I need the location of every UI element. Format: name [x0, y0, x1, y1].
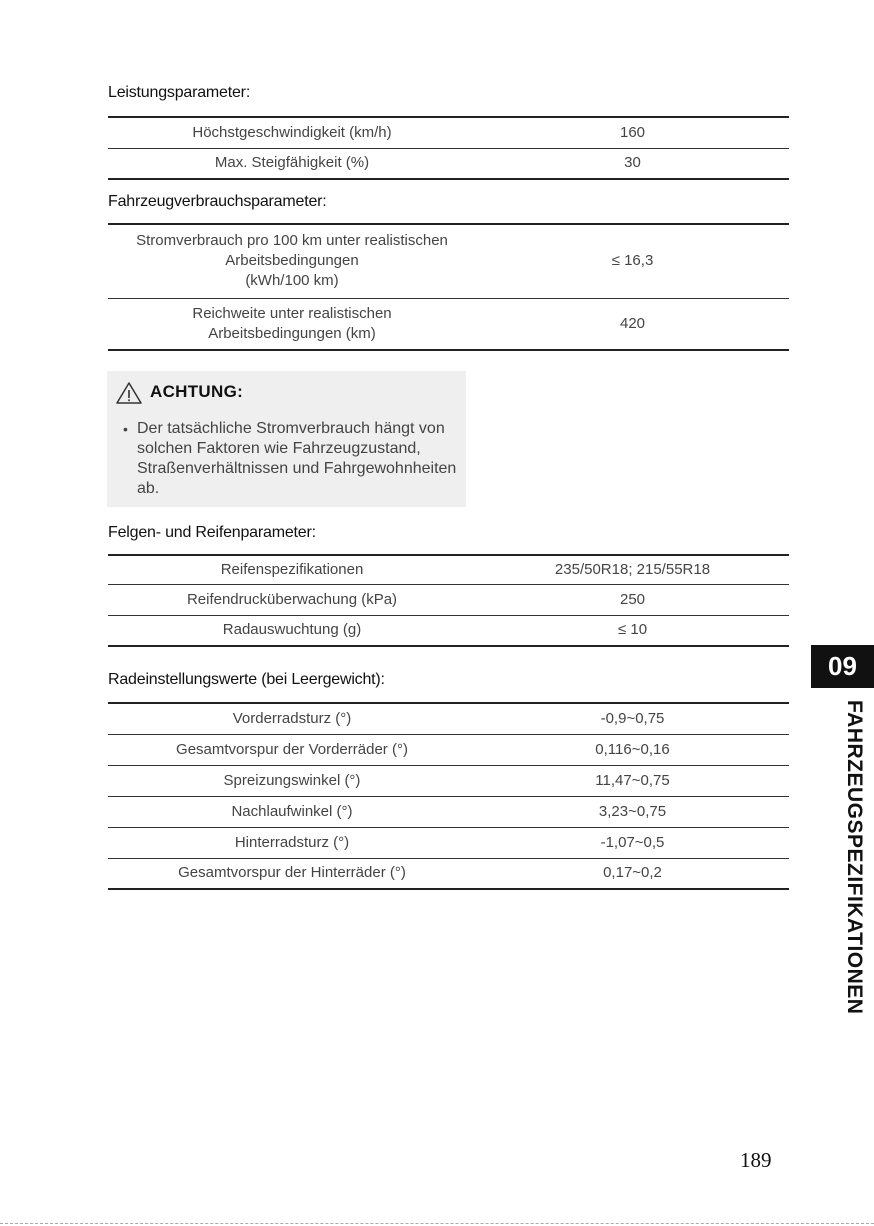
- value-cell: 0,116~0,16: [476, 734, 789, 765]
- section-heading-performance: Leistungsparameter:: [108, 84, 251, 101]
- param-cell: Gesamtvorspur der Vorderräder (°): [108, 734, 476, 765]
- value-cell: 235/50R18; 215/55R18: [476, 555, 789, 584]
- value-cell: 420: [476, 298, 789, 350]
- section-heading-alignment: Radeinstellungswerte (bei Leergewicht):: [108, 671, 385, 688]
- param-cell: [108, 224, 476, 298]
- value-cell: -0,9~0,75: [476, 703, 789, 734]
- alignment-table: [108, 702, 789, 890]
- table-row: [108, 827, 789, 858]
- value-cell: 250: [476, 584, 789, 615]
- table-row: [108, 555, 789, 584]
- table-row: [108, 298, 789, 350]
- param-line: (kWh/100 km): [245, 272, 339, 290]
- page-edge-divider: [0, 1223, 874, 1224]
- param-cell: Max. Steigfähigkeit (%): [108, 148, 476, 179]
- warning-title: ACHTUNG:: [150, 382, 244, 401]
- consumption-table: [108, 223, 789, 351]
- tires-table: [108, 554, 789, 647]
- param-cell: Vorderradsturz (°): [108, 703, 476, 734]
- value-cell: 0,17~0,2: [476, 858, 789, 889]
- param-cell: Gesamtvorspur der Hinterräder (°): [108, 858, 476, 889]
- table-row: [108, 224, 789, 298]
- value-cell: 11,47~0,75: [476, 765, 789, 796]
- value-cell: 3,23~0,75: [476, 796, 789, 827]
- warning-box: [107, 371, 466, 507]
- param-cell: Reifenspezifikationen: [108, 555, 476, 584]
- table-row: [108, 703, 789, 734]
- warning-triangle-icon: [115, 381, 143, 410]
- bullet: •: [123, 421, 128, 437]
- param-cell: [108, 298, 476, 350]
- param-cell: Hinterradsturz (°): [108, 827, 476, 858]
- param-line: Reichweite unter realistischen: [192, 304, 392, 322]
- section-heading-tires: Felgen- und Reifenparameter:: [108, 524, 316, 541]
- value-cell: ≤ 16,3: [476, 224, 789, 298]
- chapter-title: FAHRZEUGSPEZIFIKATIONEN: [843, 700, 866, 1015]
- table-row: [108, 858, 789, 889]
- param-line: Arbeitsbedingungen (km): [208, 324, 376, 342]
- param-line: Stromverbrauch pro 100 km unter realistischen: [136, 232, 448, 250]
- param-cell: Nachlaufwinkel (°): [108, 796, 476, 827]
- table-row: [108, 796, 789, 827]
- chapter-number-tab: 09: [811, 645, 874, 688]
- section-heading-consumption: Fahrzeugverbrauchsparameter:: [108, 193, 327, 210]
- param-cell: Radauswuchtung (g): [108, 615, 476, 646]
- value-cell: -1,07~0,5: [476, 827, 789, 858]
- value-cell: 30: [476, 148, 789, 179]
- table-row: [108, 615, 789, 646]
- table-row: [108, 148, 789, 179]
- param-line: Arbeitsbedingungen: [225, 252, 359, 270]
- page-number: 189: [740, 1148, 772, 1172]
- value-cell: ≤ 10: [476, 615, 789, 646]
- performance-table: [108, 116, 789, 180]
- table-row: [108, 584, 789, 615]
- table-row: [108, 117, 789, 148]
- param-cell: Spreizungswinkel (°): [108, 765, 476, 796]
- param-cell: Höchstgeschwindigkeit (km/h): [108, 117, 476, 148]
- param-cell: Reifendrucküberwachung (kPa): [108, 584, 476, 615]
- table-row: [108, 734, 789, 765]
- value-cell: 160: [476, 117, 789, 148]
- table-row: [108, 765, 789, 796]
- warning-text: Der tatsächliche Stromverbrauch hängt von solchen Faktoren wie Fahrzeugzustand, Straßenverhältnissen und Fahrgewohnheiten ab.: [137, 420, 457, 497]
